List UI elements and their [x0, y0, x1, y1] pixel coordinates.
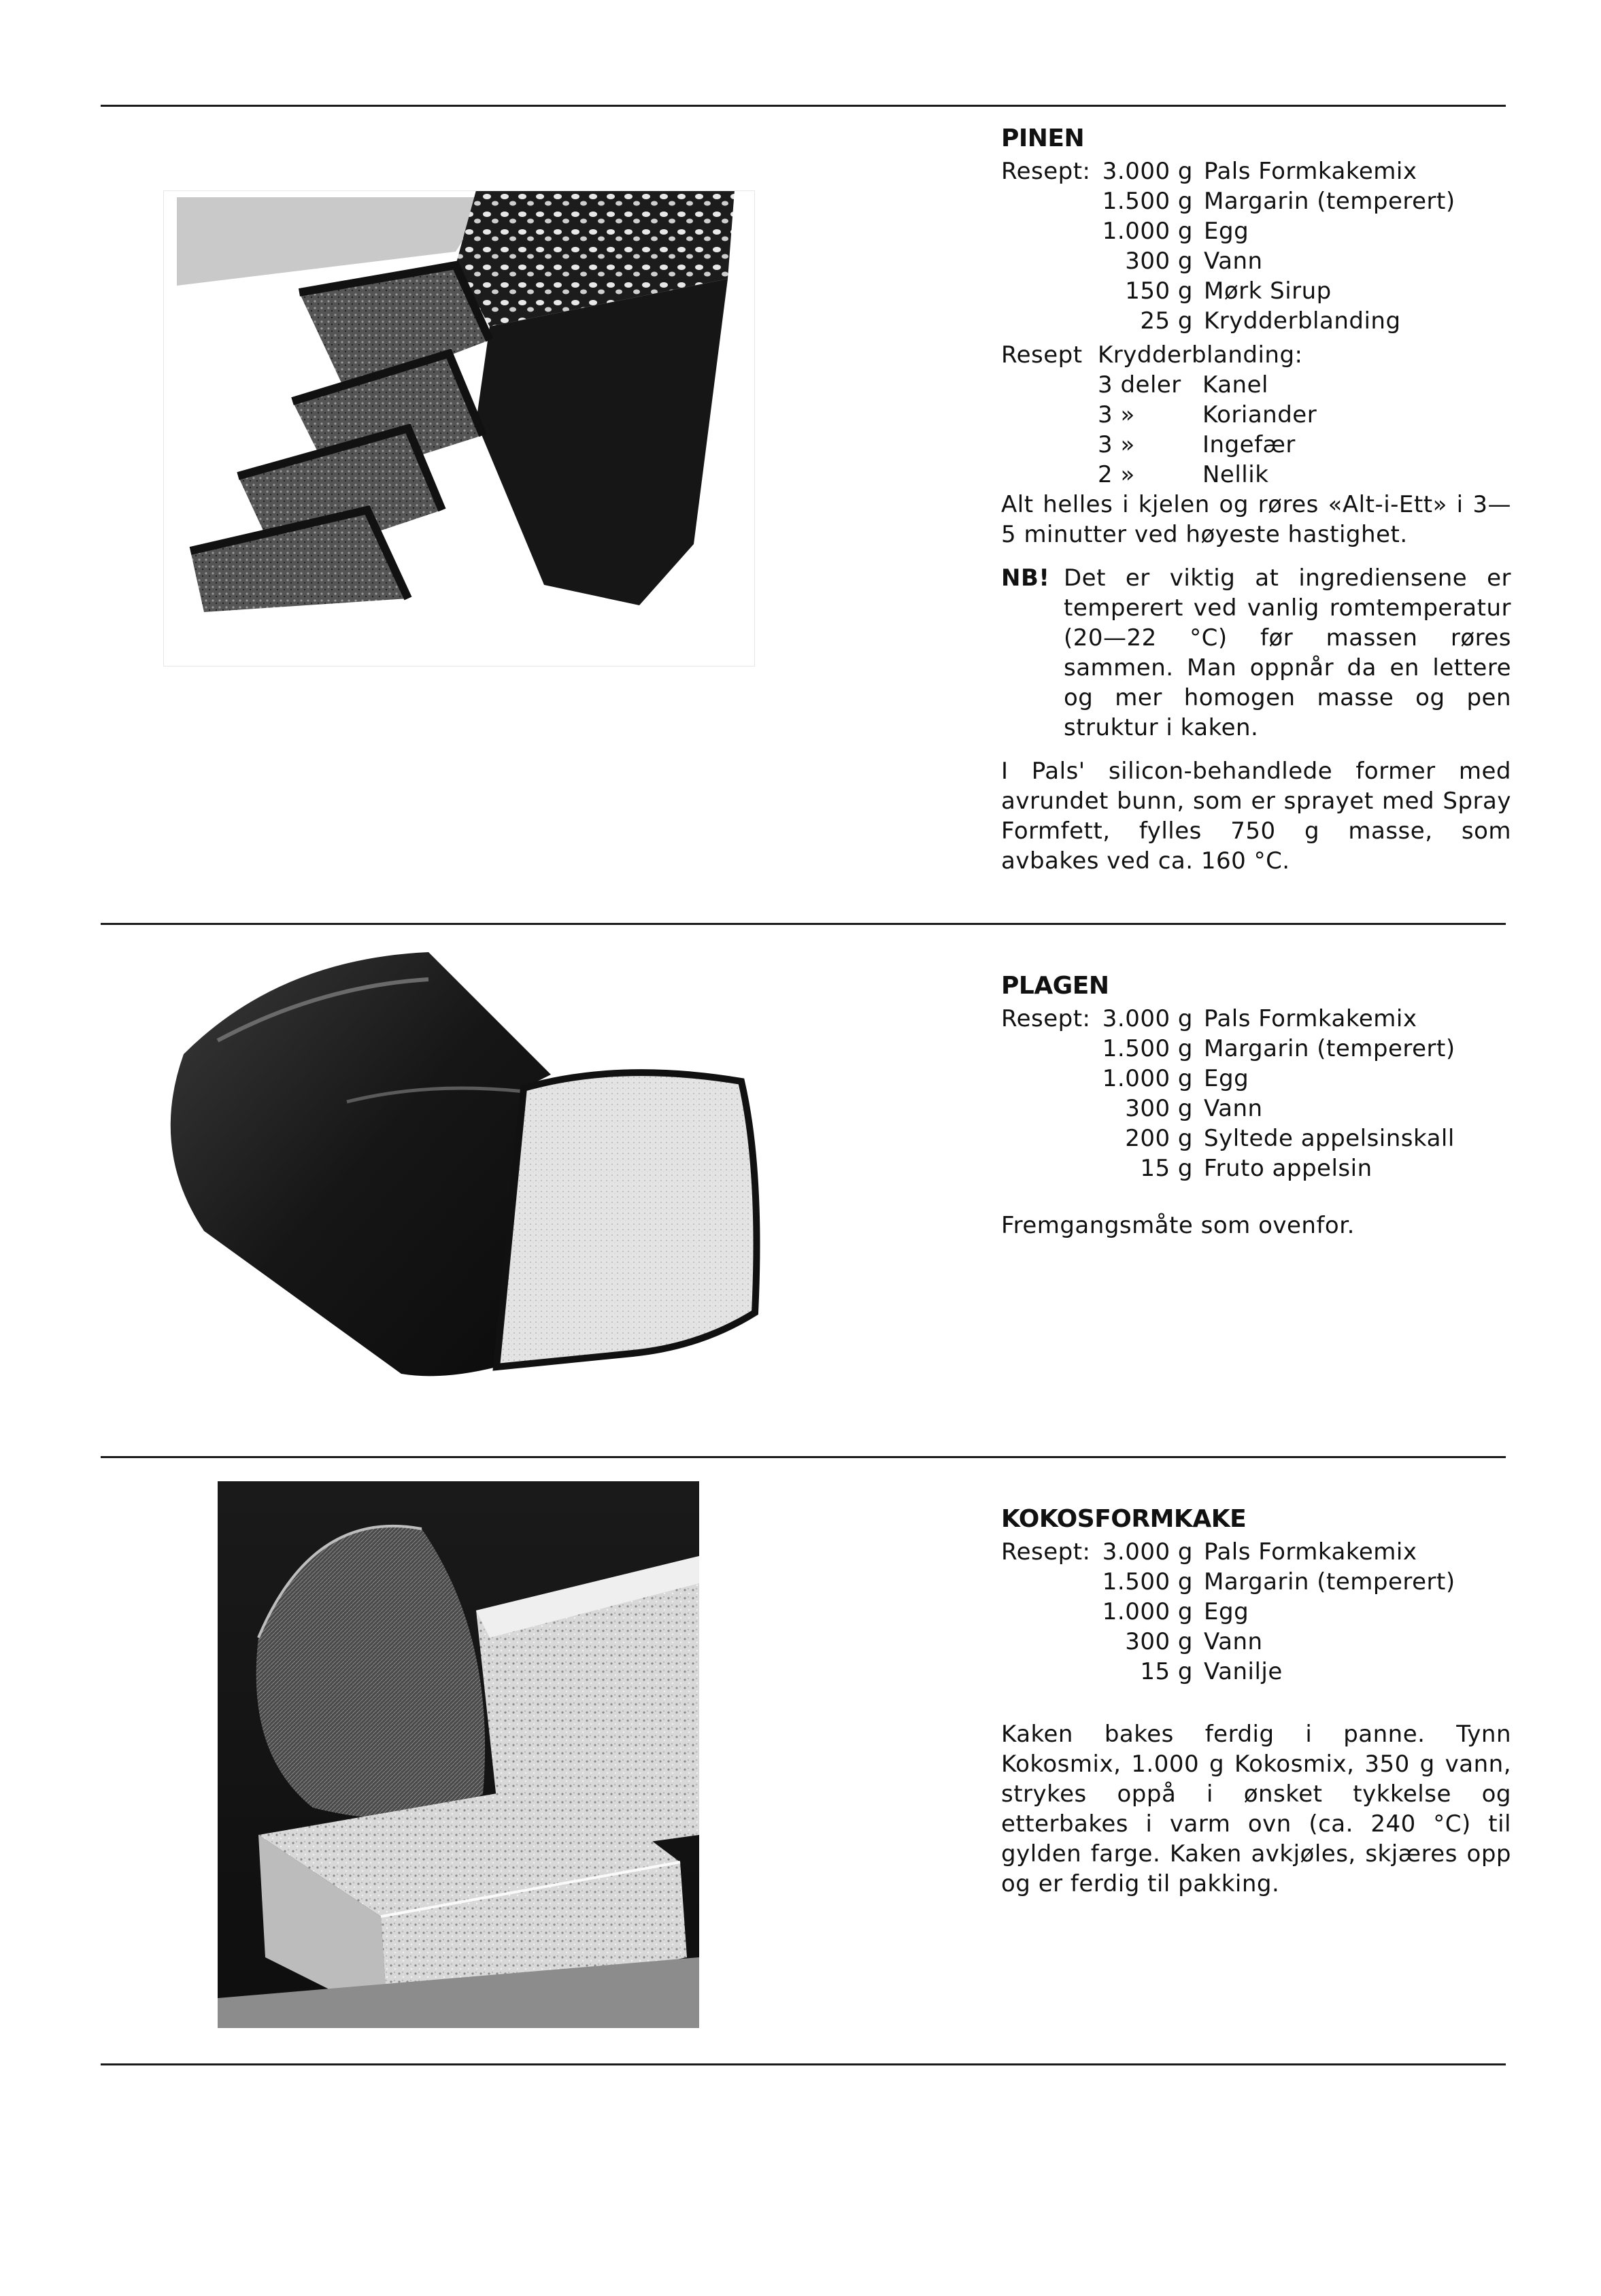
ingredient-name: Krydderblanding — [1204, 307, 1401, 335]
recipe-kokosformkake — [1001, 1504, 1511, 1899]
spice-name: Nellik — [1202, 461, 1269, 488]
ingredient-name: Margarin (temperert) — [1204, 1035, 1455, 1062]
ingredient-row — [1001, 276, 1511, 306]
spice-name: Kanel — [1202, 371, 1268, 399]
ingredient-row — [1001, 186, 1511, 216]
spice-row — [1001, 430, 1511, 460]
spice-qty: 3 » — [1098, 401, 1135, 428]
ingredient-qty: 1.500 g — [1102, 188, 1193, 215]
ingredient-row — [1001, 246, 1511, 276]
ingredient-qty: 1.000 g — [1102, 1598, 1193, 1625]
ingredient-name: Pals Formkakemix — [1204, 158, 1417, 185]
ingredient-qty: 1.000 g — [1102, 1065, 1193, 1092]
nb-note — [1001, 563, 1511, 743]
plagen-cake-photo — [143, 945, 796, 1408]
recipe-pinen — [1001, 124, 1511, 876]
ingredient-row — [1001, 1094, 1511, 1124]
ingredient-name: Vanilje — [1204, 1658, 1283, 1685]
spice-qty: 3 deler — [1098, 371, 1181, 399]
ingredient-qty: 25 g — [1140, 307, 1193, 335]
spice-name: Ingefær — [1202, 431, 1296, 458]
ingredient-row — [1001, 1153, 1511, 1183]
ingredient-name: Egg — [1204, 1598, 1249, 1625]
ingredient-qty: 1.500 g — [1102, 1568, 1193, 1596]
ingredient-qty: 300 g — [1125, 1628, 1193, 1655]
ingredient-qty: 3.000 g — [1102, 1538, 1193, 1566]
ingredient-name: Vann — [1204, 248, 1263, 275]
ingredient-qty: 300 g — [1125, 1095, 1193, 1122]
ingredient-name: Egg — [1204, 1065, 1249, 1092]
baking-text: I Pals' silicon-behandlede former med avrundet bunn, som er sprayet med Spray Formfett, fylles 750 g masse, som avbakes ved ca. 160 °C. — [1001, 758, 1511, 875]
recipe-title: KOKOSFORMKAKE — [1001, 1505, 1247, 1533]
resept-label: Resept: — [1001, 1005, 1091, 1032]
ingredient-row — [1001, 1064, 1511, 1094]
ingredient-qty: 150 g — [1125, 277, 1193, 305]
resept-label: Resept: — [1001, 158, 1091, 185]
recipe-title: PLAGEN — [1001, 972, 1109, 1000]
ingredient-row — [1001, 1537, 1511, 1567]
nb-label: NB! — [1001, 564, 1050, 592]
ingredient-name: Margarin (temperert) — [1204, 188, 1455, 215]
ingredient-name: Fruto appelsin — [1204, 1155, 1372, 1182]
divider-1 — [101, 923, 1506, 925]
pinen-cake-photo — [163, 190, 755, 666]
spice-resept-label: Resept — [1001, 341, 1083, 369]
spice-row — [1001, 460, 1511, 490]
ingredient-qty: 3.000 g — [1102, 158, 1193, 185]
ingredient-qty: 15 g — [1140, 1658, 1193, 1685]
ingredient-qty: 15 g — [1140, 1155, 1193, 1182]
ingredient-name: Egg — [1204, 218, 1249, 245]
spice-name: Koriander — [1202, 401, 1317, 428]
spice-row — [1001, 370, 1511, 400]
ingredient-qty: 200 g — [1125, 1125, 1193, 1152]
ingredient-name: Vann — [1204, 1095, 1263, 1122]
divider-2 — [101, 1456, 1506, 1458]
spice-header — [1001, 340, 1511, 370]
ingredient-name: Margarin (temperert) — [1204, 1568, 1455, 1596]
ingredient-row — [1001, 1627, 1511, 1657]
spice-row — [1001, 400, 1511, 430]
spice-qty: 3 » — [1098, 431, 1135, 458]
ingredient-name: Pals Formkakemix — [1204, 1538, 1417, 1566]
kokosformkake-cake-photo — [218, 1481, 699, 2028]
divider-bottom — [101, 2063, 1506, 2065]
spice-qty: 2 » — [1098, 461, 1135, 488]
recipe-title: PINEN — [1001, 124, 1085, 152]
method-text: Fremgangsmåte som ovenfor. — [1001, 1212, 1355, 1239]
divider-top — [101, 105, 1506, 107]
ingredient-name: Vann — [1204, 1628, 1263, 1655]
ingredient-qty: 3.000 g — [1102, 1005, 1193, 1032]
ingredient-row — [1001, 1034, 1511, 1064]
ingredient-row — [1001, 1004, 1511, 1034]
ingredient-name: Pals Formkakemix — [1204, 1005, 1417, 1032]
ingredient-row — [1001, 156, 1511, 186]
ingredient-qty: 1.000 g — [1102, 218, 1193, 245]
recipe-plagen — [1001, 971, 1511, 1240]
ingredient-row — [1001, 1597, 1511, 1627]
ingredient-row — [1001, 306, 1511, 336]
nb-text: Det er viktig at ingrediensene er temperert ved vanlig romtemperatur (20—22 °C) før massen røres sammen. Man oppnår da en lettere og mer homogen masse og pen struktur i kaken. — [1064, 564, 1511, 741]
ingredient-row — [1001, 1567, 1511, 1597]
ingredient-row — [1001, 1124, 1511, 1153]
ingredient-qty: 300 g — [1125, 248, 1193, 275]
ingredient-row — [1001, 216, 1511, 246]
method-text: Alt helles i kjelen og røres «Alt-i-Ett» i 3—5 minutter ved høyeste hastighet. — [1001, 491, 1511, 548]
ingredient-name: Syltede appelsinskall — [1204, 1125, 1455, 1152]
ingredient-name: Mørk Sirup — [1204, 277, 1332, 305]
method-text: Kaken bakes ferdig i panne. Tynn Kokosmix, 1.000 g Kokosmix, 350 g vann, strykes oppå i ønsket tykkelse og etterbakes i varm ovn (ca. 240 °C) til gylden farge. Kaken avkjøles, skjæres opp og er ferdig til pakking. — [1001, 1721, 1511, 1897]
resept-label: Resept: — [1001, 1538, 1091, 1566]
spice-title: Krydderblanding: — [1098, 341, 1303, 369]
ingredient-qty: 1.500 g — [1102, 1035, 1193, 1062]
ingredient-row — [1001, 1657, 1511, 1687]
